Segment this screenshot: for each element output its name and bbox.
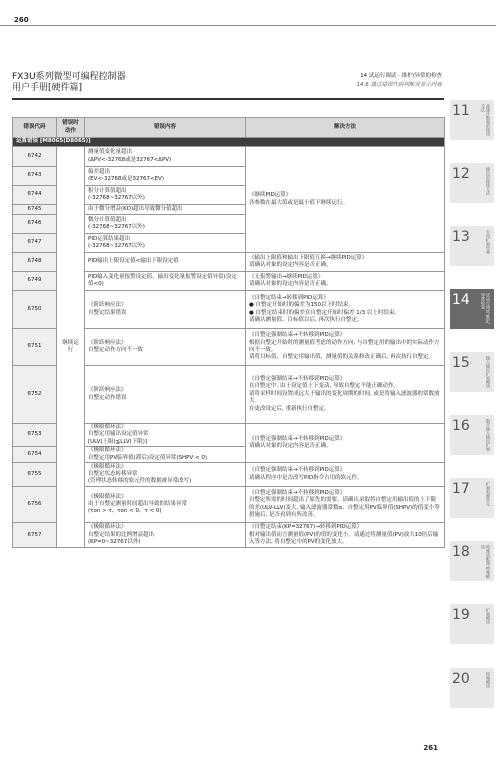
error-code: 6757 [13,523,57,548]
error-code: 6752 [13,366,57,424]
fix-cell: 《无报警输出→继续PID运算》 请确认对象的设定内容是否正确。 [246,272,445,291]
page-number-bottom: 261 [423,744,438,752]
table-row [13,147,445,167]
chapter-tab[interactable] [450,100,494,140]
error-code: 6755 [13,463,57,487]
error-content: 《极限循环法》 由于自整定测量时间超出导致的结果异常 (τon > τ、τon < 0、τ < 0) [85,487,246,523]
error-code: 6744 [13,186,57,205]
error-content: 《极限循环法》 自整定用PV临界值(滞后)设定值异常(SHPV < 0) [85,447,246,463]
chapter-tab-label: 终端模块 [486,672,491,688]
chapter-tab-number: 16 [452,418,470,434]
chapter-header [357,72,443,90]
error-content: PID输入变化量报警设定值、输出变化量报警设定值异常(设定值<0) [85,272,246,291]
error-code: 6750 [13,291,57,329]
col-header-operation: 错误时动作 [57,118,85,138]
error-code: 6754 [13,447,57,463]
category-row [13,138,445,147]
col-header-content: 错误内容 [85,118,246,138]
chapter-tab-number: 15 [452,355,470,371]
error-code: 6743 [13,167,57,186]
error-code: 6746 [13,215,57,234]
chapter-tab[interactable] [450,668,494,708]
chapter-tab[interactable] [450,478,494,518]
page-number-top: 260 [14,16,29,24]
chapter-tab-number: 14 [452,292,470,308]
chapter-tab-label: 扩展电源单元 [486,482,491,506]
chapter-tab-label: 输出的接线方法 [486,167,491,195]
error-content: 偏差超出 (EV<-32768或是32767<EV) [85,167,246,186]
error-code: 6749 [13,272,57,291]
chapter-tab[interactable] [450,289,494,329]
error-code-table [12,117,445,548]
chapter-title: 14 试运行调试 · 维护/异常的检查 [360,73,442,79]
chapter-tab-label: 数字输入输出扩展 [486,419,491,451]
fix-cell: 《继续PID运算》 各参数在最大值或是最小值下继续运行。 [246,147,445,253]
fix-cell: 《自整定强制结束→不转移到PID运算》 请确认对象的设定内容是否正确。 [246,424,445,463]
error-code: 6742 [13,147,57,167]
error-code: 6756 [13,487,57,523]
error-code: 6748 [13,253,57,272]
chapter-tab[interactable] [450,352,494,392]
chapter-tab-label: 扩展模块 [486,608,491,624]
chapter-tab-label: 输入输出扩展模块 [486,356,491,388]
chapter-tab-number: 20 [452,671,470,687]
category-label: 运算错误 [M8065(D8065)] [13,138,445,147]
error-content: PID运算结果超出 (-32768~32767以外) [85,234,246,253]
fix-cell: 《自整定强制结束→不转移到PID运算》 根据自整定开始时的测量值考虑的动作方向, 与自整定用的输出中的实际动作方向不一致。 请将目标值、自整定用输出值、测量值的关系修改正确后, 再次执行自整定。 [246,329,445,366]
chapter-tab[interactable] [450,226,494,266]
manual-title [12,72,126,94]
fix-cell: 《自整定强制结束→不转移到PID运算》 请确认程序中是否改写PID指令占用的软元件。 [246,463,445,487]
error-content: 积分计算值超出 (-32768~32767以外) [85,186,246,205]
error-content: 微分计算值超出 (-32768~32767以外) [85,215,246,234]
error-code: 6747 [13,234,57,253]
top-rule [0,25,496,26]
error-code: 6753 [13,424,57,447]
error-content: PID输出上限设定值<输出下限设定值 [85,253,246,272]
operation-cell: 继续运行 [57,147,85,548]
col-header-code: 错误代码 [13,118,57,138]
section-title: 14.6 通过错误代码判断及显示内容 [356,82,442,88]
fix-cell: 《自整定强制结束→不转移到PID运算》 在自整定中, 由于设定值上下变动, 导致自整定不能正确动作。 请将采样时间设置成远大于输出的变化周期的时间, 或是将输入滤波器的常数放大。 在更改设定后, 重新执行自整定。 [246,366,445,424]
error-content: 《极限循环法》 自整定用输出设定值异常 [ULV(上限)≦LLV(下限)] [85,424,246,447]
chapter-tab[interactable] [450,541,494,581]
chapter-tab-number: 19 [452,607,470,623]
chapter-tab[interactable] [450,604,494,644]
chapter-tab-label: 特殊适配器·特殊模块 [481,545,491,579]
header-rule [12,98,444,100]
chapter-tab[interactable] [450,415,494,455]
chapter-tab-number: 11 [452,103,470,119]
error-content: 由于微分增益(KD)超出导致微分值超出 [85,205,246,215]
col-header-fix: 解决方法 [246,118,445,138]
error-content: 测量值变化量超出 (ΔPV<-32768或是32767<ΔPV) [85,147,246,167]
chapter-tab-label: 试运行调试·维护/异常检查 [481,293,491,324]
chapter-tab-label: 高速计数器的使用方法 [481,104,491,136]
fix-cell: 《自整定结束→转移到PID运算》 ● 自整定开始时的偏差为150以下时结束。 ● 自整定结束时的偏差在自整定开始时偏差 1/3 以上时结束。 请确认测量值、目标值以后, 再次执行自整定。 [246,291,445,329]
manual-title-line1: FX3U系列微型可编程控制器 [12,72,126,82]
error-code: 6751 [13,329,57,366]
error-content: 《阶跃响应法》 自整定动作方向不一致 [85,329,246,366]
chapter-tab-label: 专用扩展设备 [486,230,491,254]
chapter-tab-number: 13 [452,229,470,245]
chapter-tab-number: 12 [452,166,470,182]
chapter-tab-number: 17 [452,481,470,497]
error-content: 《阶跃响应法》 自整定动作错误 [85,366,246,424]
error-code: 6745 [13,205,57,215]
error-content: 《阶跃响应法》 自整定结果错误 [85,291,246,329]
error-content: 《极限循环法》 自整定状态转移异常 (管理状态转移的软元件的数据被异常改写) [85,463,246,487]
manual-title-line2: 用户手册[硬件篇] [12,83,83,93]
fix-cell: 《自整定结束(KP=32767)→转移到PID运算》 相对输出值而言测量值(PV)的值的变化小。请通过将测量值(PV)放大10倍后输入等方法, 将自整定中的PV的变化放大。 [246,523,445,548]
error-content: 《极限循环法》 自整定结果的比例增益超出 (KP=0~32767以外) [85,523,246,548]
chapter-tab-number: 18 [452,544,470,560]
fix-cell: 《输出上限值和输出下限值互换→继续PID运算》 请确认对象的设定内容是否正确。 [246,253,445,272]
fix-cell: 《自整定强制结束→不转移到PID运算》 自整定所需的时间超出了原先的需要。请确认采取将自整定用输出值的上下限的差(ULV-LLV)变大, 输入滤波器常数α、自整定用PV临界值(SHPV)的值变小等措施后, 是否看到有所改善。 [246,487,445,523]
chapter-tab[interactable] [450,163,494,203]
